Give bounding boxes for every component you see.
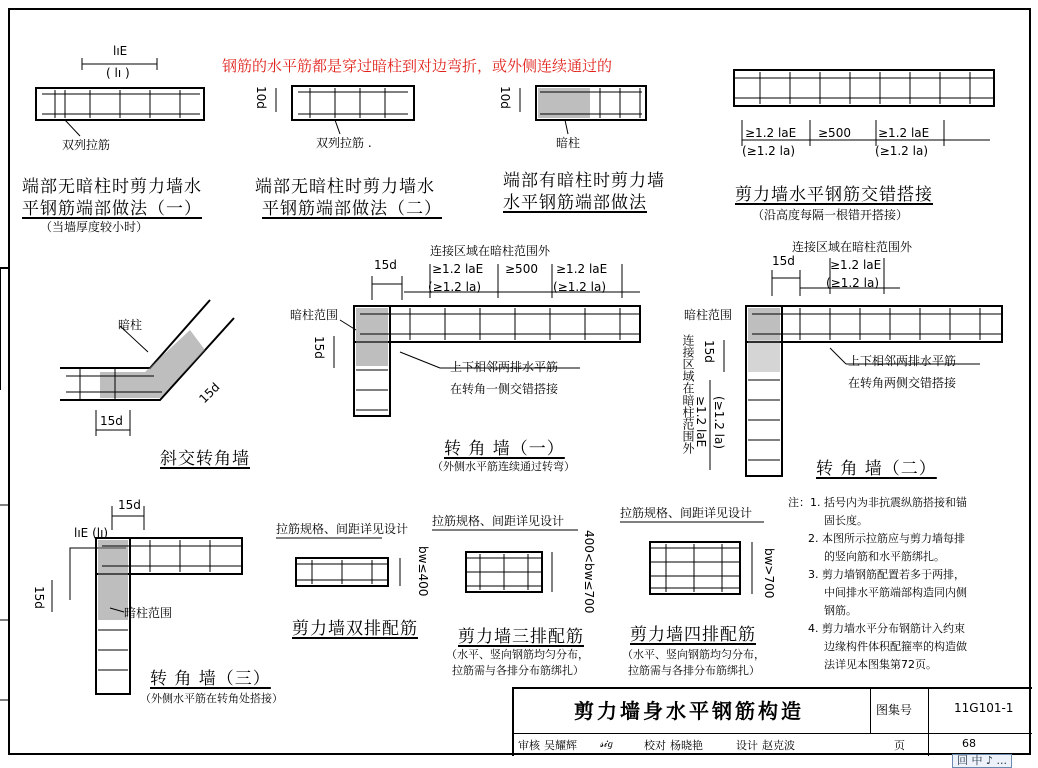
fig8-range-label: 暗柱范围 [124,606,173,620]
note-line: 边缘构件体积配箍率的构造做 [824,640,967,653]
design-label: 设计 [736,739,758,752]
fig6-title: 转 角 墙（一） [444,439,565,459]
fig9-title: 剪力墙双排配筋 [292,619,418,639]
fig7-range-label: 暗柱范围 [684,308,733,322]
fig2-dim: 10d [254,86,268,109]
fig8-dim15v: 15d [32,586,46,609]
fig5-dim1: 15d [100,414,123,428]
fig11-header: 拉筋规格、间距详见设计 [620,506,753,520]
fig7-dim15v: 15d [702,340,716,363]
designer-name: 赵克波 [762,739,795,752]
note-line: 钢筋。 [824,604,857,617]
fig6-dim3-a: ≥1.2 laE [556,262,608,276]
fig11-sub2: 拉筋需与各排分布筋绑扎） [628,664,760,677]
fig1-dim-bottom: ( lı ) [106,66,130,80]
fig7-dim15: 15d [772,254,795,268]
fig3-column-label: 暗柱 [556,136,581,150]
note-line: 中间排水平筋端部构造同内侧 [824,586,967,599]
fig10-sub1: （水平、竖向钢筋均匀分布， [446,648,589,661]
note-line: 法详见本图集第72页。 [824,658,937,671]
fig11-sub1: （水平、竖向钢筋均匀分布， [622,648,765,661]
set-label: 图集号 [876,703,913,717]
fig9-dim: bw≤400 [416,546,430,597]
fig6-dim15: 15d [374,258,397,272]
input-method-widget[interactable]: 回 中 ♪ ... [952,754,1012,768]
fig4-subtitle: （沿高度每隔一根错开搭接） [752,208,909,222]
fig9-header: 拉筋规格、间距详见设计 [276,522,409,536]
note-line: 的竖向筋和水平筋绑扎。 [824,550,945,563]
fig3-title-line2: 水平钢筋端部做法 [503,193,647,213]
fig1-dim-top: lıE [113,44,128,58]
fig3-title-line1: 端部有暗柱时剪力墙 [503,171,665,191]
fig7-note1: 上下相邻两排水平筋 [848,354,957,368]
fig6-zone-label: 连接区域在暗柱范围外 [430,244,551,258]
fig6-dim15v: 15d [312,336,326,359]
fig6-dim3-b: (≥1.2 la) [553,280,607,294]
fig8-subtitle: （外侧水平筋在转角处搭接） [140,692,283,705]
fig11-dim: bw>700 [762,548,776,599]
fig3-dim: 10d [498,86,512,109]
note-line: 4. 剪力墙水平分布钢筋计入约束 [808,622,965,635]
reviewer-signature: 𝓈𝒾𝑔 [600,737,613,750]
fig7-zone-label: 连接区域在暗柱范围外 [792,240,913,254]
fig6-range-label: 暗柱范围 [290,308,339,322]
fig7-note2: 在转角两侧交错搭接 [848,376,957,390]
fig7-vdim1: ≥1.2 laE [694,396,708,448]
note-line: 固长度。 [824,514,868,527]
fig4-dim3-a: ≥1.2 laE [878,126,930,140]
fig4-dim1-b: (≥1.2 la) [742,144,796,158]
fig7-vdim2: (≥1.2 la) [712,396,726,450]
fig7-vzone: 连接区域在暗柱范围外 [681,334,695,454]
fig10-title: 剪力墙三排配筋 [458,627,584,647]
fig1-title-line2: 平钢筋端部做法（一） [22,199,202,219]
fig2-title-line2: 平钢筋端部做法（二） [262,199,442,219]
fig2-tie-label: 双列拉筋 . [316,136,372,150]
fig6-note2: 在转角一侧交错搭接 [450,382,559,396]
fig4-dim3-b: (≥1.2 la) [875,144,929,158]
fig5-column-label: 暗柱 [118,318,143,332]
fig8-title: 转 角 墙（三） [150,669,271,689]
note-line: 2. 本图所示拉筋应与剪力墙每排 [808,532,965,545]
set-number: 11G101-1 [954,701,1014,715]
page-number: 68 [962,737,976,750]
fig10-dim: 400<bw≤700 [582,530,596,614]
fig6-dim1-b: (≥1.2 la) [428,280,482,294]
fig8-dimL: lıE (lı) [74,526,109,540]
fig4-dim2: ≥500 [818,126,851,140]
fig5-dim2: 15d [196,379,223,407]
fig7-dim1-a: ≥1.2 laE [830,258,882,272]
fig7-title: 转 角 墙（二） [816,459,937,479]
reviewer-name: 吴耀辉 [544,739,577,752]
fig11-title: 剪力墙四排配筋 [630,625,756,645]
notes-block [788,494,967,674]
title-block [512,687,1032,756]
fig1-tie-label: 双列拉筋 [62,138,111,152]
red-annotation: 钢筋的水平筋都是穿过暗柱到对边弯折，或外侧连续通过的 [222,57,613,75]
fig2-title-line1: 端部无暗柱时剪力墙水 [255,177,435,197]
check-label: 校对 [644,739,666,752]
fig7-dim1-b: (≥1.2 la) [826,276,880,290]
fig5-title: 斜交转角墙 [160,449,250,469]
checker-name: 杨晓艳 [670,739,703,752]
fig4-dim1-a: ≥1.2 laE [745,126,797,140]
fig4-title: 剪力墙水平钢筋交错搭接 [735,185,933,205]
fig6-note1: 上下相邻两排水平筋 [450,360,559,374]
fig1-subtitle: （当墙厚度较小时） [40,220,149,234]
drawing-title: 剪力墙身水平钢筋构造 [574,699,804,723]
note-line: 注：1. 括号内为非抗震纵筋搭接和锚 [788,496,967,509]
fig10-sub2: 拉筋需与各排分布筋绑扎） [452,664,584,677]
fig1-title-line1: 端部无暗柱时剪力墙水 [22,177,202,197]
fig10-header: 拉筋规格、间距详见设计 [432,514,565,528]
fig6-dim1-a: ≥1.2 laE [432,262,484,276]
note-line: 3. 剪力墙钢筋配置若多于两排， [808,568,965,581]
review-label: 审核 [518,739,540,752]
fig8-dim15: 15d [118,498,141,512]
fig6-subtitle: （外侧水平筋连续通过转弯） [432,460,575,473]
page-label: 页 [894,739,905,752]
fig6-dim2: ≥500 [505,262,538,276]
